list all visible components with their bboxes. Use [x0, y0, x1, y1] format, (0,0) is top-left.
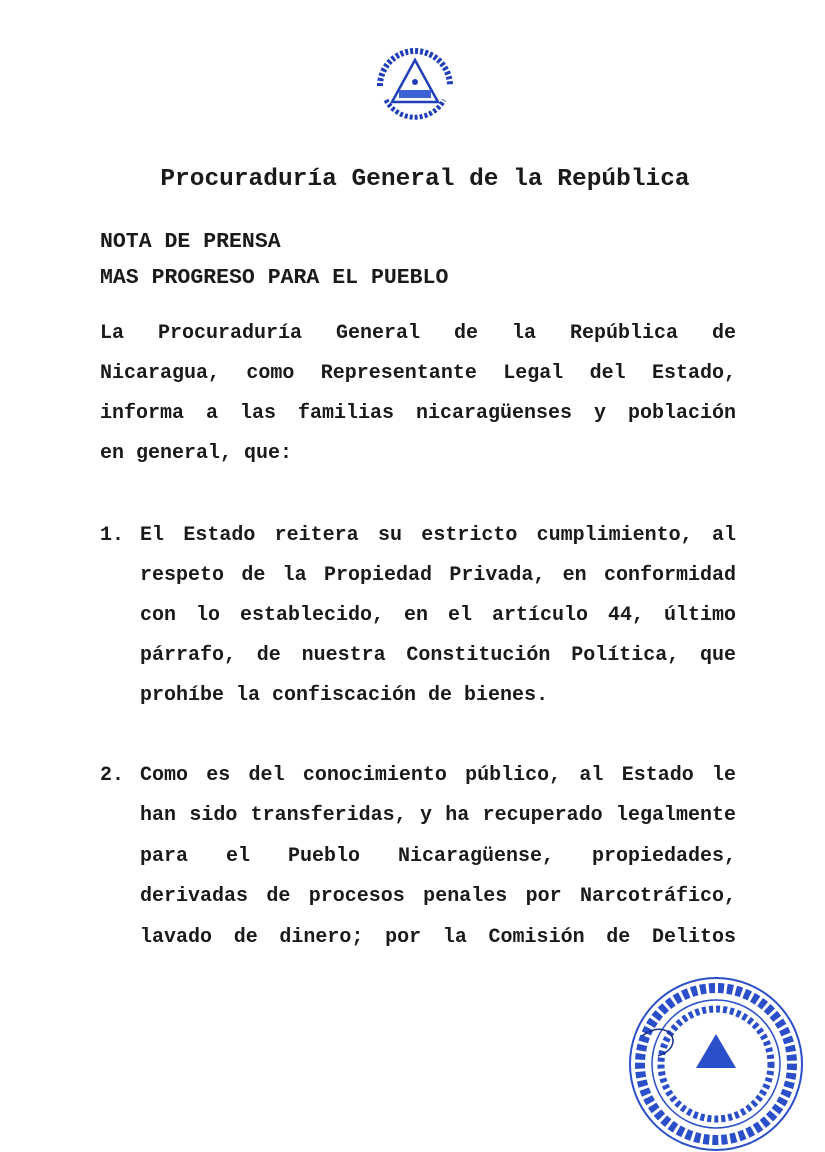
official-stamp: [628, 976, 804, 1152]
intro-line: La Procuraduría General de la República de: [100, 322, 736, 345]
item-line: han sido transferidas, y ha recuperado legalmente: [140, 804, 736, 827]
note-label: NOTA DE PRENSA: [100, 230, 281, 254]
item-number: 2.: [100, 764, 125, 787]
item-line: para el Pueblo Nicaragüense, propiedades,: [140, 845, 736, 868]
document-title: Procuraduría General de la República: [160, 166, 690, 193]
item-line: lavado de dinero; por la Comisión de Delitos: [140, 926, 736, 949]
item-line: con lo establecido, en el artículo 44, último: [140, 604, 736, 627]
item-line: derivadas de procesos penales por Narcotráfico,: [140, 885, 736, 908]
intro-line: en general, que:: [100, 442, 293, 465]
item-line: párrafo, de nuestra Constitución Política, que: [140, 644, 736, 667]
intro-line: informa a las familias nicaragüenses y población: [100, 402, 736, 425]
item-line: El Estado reitera su estricto cumplimiento, al: [140, 524, 736, 547]
item-line: Como es del conocimiento público, al Estado le: [140, 764, 736, 787]
item-number: 1.: [100, 524, 125, 547]
item-line: respeto de la Propiedad Privada, en conformidad: [140, 564, 736, 587]
note-headline: MAS PROGRESO PARA EL PUEBLO: [100, 266, 449, 290]
nicaragua-coat-of-arms-seal: [366, 44, 464, 128]
item-line: prohíbe la confiscación de bienes.: [140, 684, 549, 707]
intro-line: Nicaragua, como Representante Legal del Estado,: [100, 362, 736, 385]
